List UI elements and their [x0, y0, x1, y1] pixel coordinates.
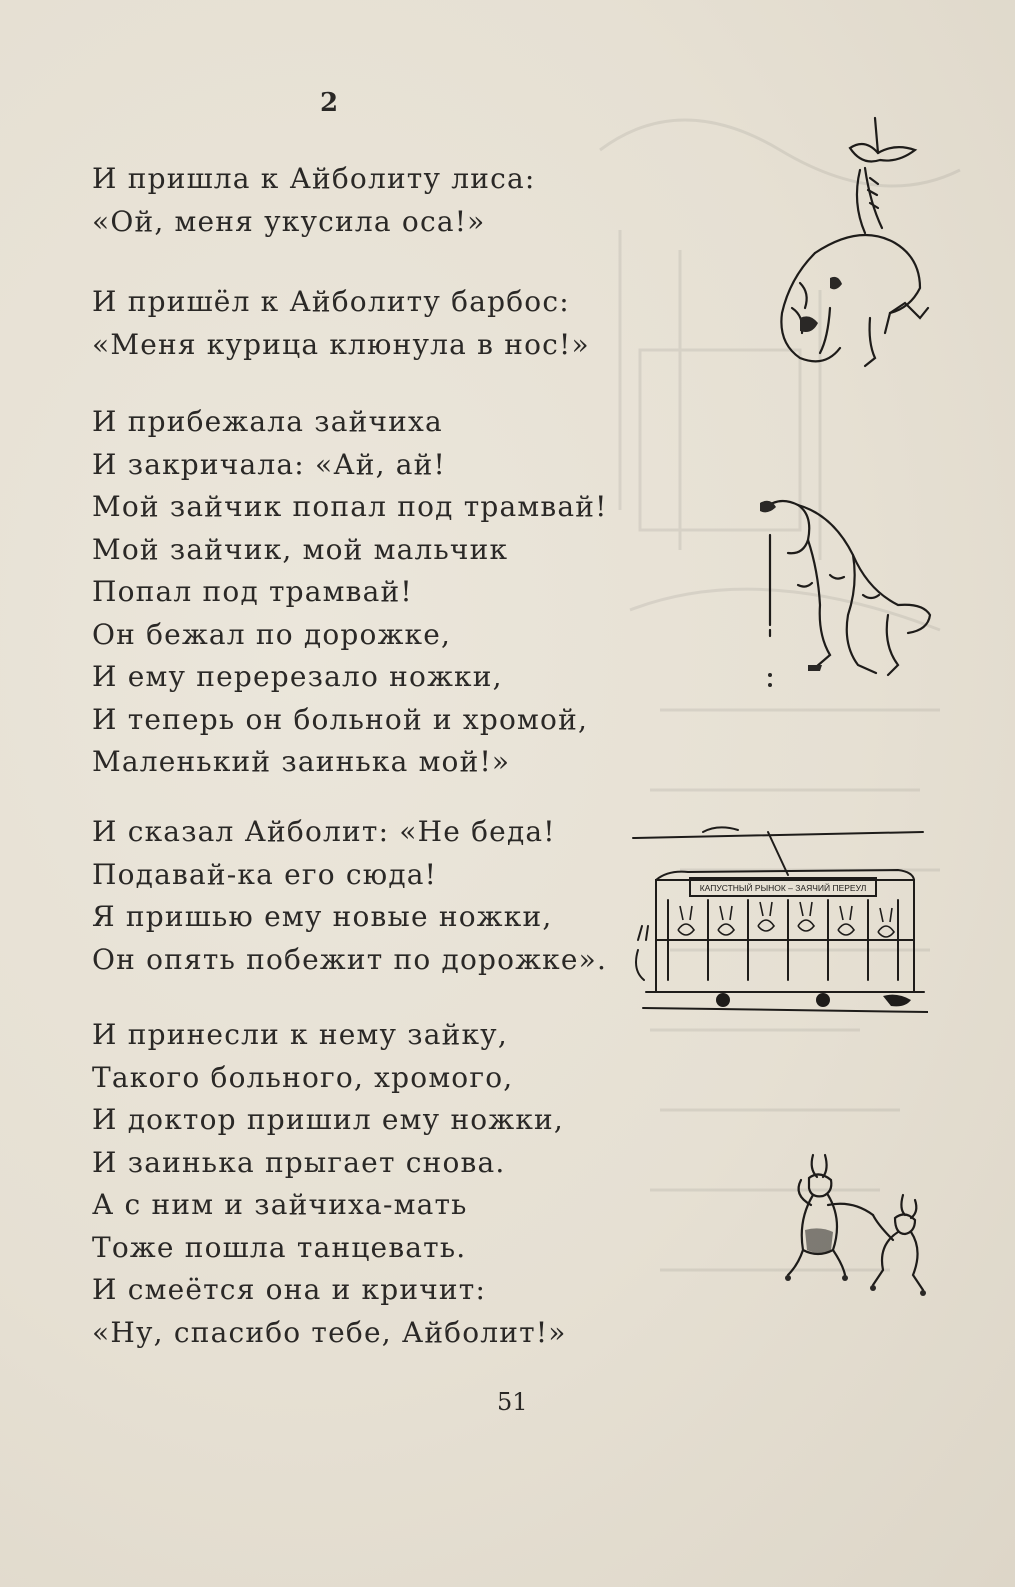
tram-illustration: [628, 820, 928, 1032]
stanza-2: [92, 281, 590, 366]
poem-line: Мой зайчик, мой мальчик: [92, 532, 509, 566]
poem-line: А с ним и зайчиха-мать: [92, 1188, 468, 1221]
fox-illustration: [770, 108, 940, 373]
poem-line: «Ой, меня укусила оса!»: [92, 204, 486, 238]
poem-line: И сказал Айболит: «Не беда!: [92, 815, 556, 848]
poem-line: Подавай-ка его сюда!: [92, 857, 438, 891]
poem-line: И заинька прыгает снова.: [92, 1145, 506, 1179]
poem-line: И прибежала зайчиха: [92, 405, 443, 438]
poem-line: Попал под трамвай!: [92, 575, 413, 608]
page-number: 51: [497, 1388, 528, 1416]
poem-line: Тоже пошла танцевать.: [92, 1230, 467, 1264]
poem-line: И закричала: «Ай, ай!: [92, 447, 446, 481]
stanza-1: [92, 158, 536, 243]
tram-sign: КАПУСТНЫЙ РЫНОК – ЗАЯЧИЙ ПЕРЕУЛ: [699, 883, 867, 893]
poem-line: И доктор пришил ему ножки,: [92, 1103, 564, 1136]
poem-line: И смеётся она и кричит:: [92, 1273, 487, 1306]
poem-line: И пришла к Айболиту лиса:: [92, 162, 536, 195]
dancing-hares-illustration: [783, 1150, 938, 1305]
stanza-4: [92, 811, 607, 981]
poem-line: Он опять побежит по дорожке».: [92, 942, 608, 976]
poem-line: «Ну, спасибо тебе, Айболит!»: [92, 1315, 567, 1349]
stanza-5: [92, 1014, 567, 1354]
poem-line: Он бежал по дорожке,: [92, 617, 452, 651]
poem-line: «Меня курица клюнула в нос!»: [92, 327, 590, 361]
poem-line: Мой зайчик попал под трамвай!: [92, 490, 608, 523]
poem-line: Такого больного, хромого,: [92, 1060, 514, 1094]
poem-line: И ему перерезало ножки,: [92, 660, 503, 693]
stanza-3: [92, 401, 608, 784]
poem-line: Я пришью ему новые ножки,: [92, 900, 553, 933]
poem-line: Маленький заинька мой!»: [92, 745, 511, 778]
chapter-number: 2: [320, 88, 339, 118]
poem-line: И принесли к нему зайку,: [92, 1018, 508, 1051]
dog-illustration: [758, 495, 943, 690]
poem-line: И теперь он больной и хромой,: [92, 702, 589, 736]
poem-line: И пришёл к Айболиту барбос:: [92, 285, 570, 318]
